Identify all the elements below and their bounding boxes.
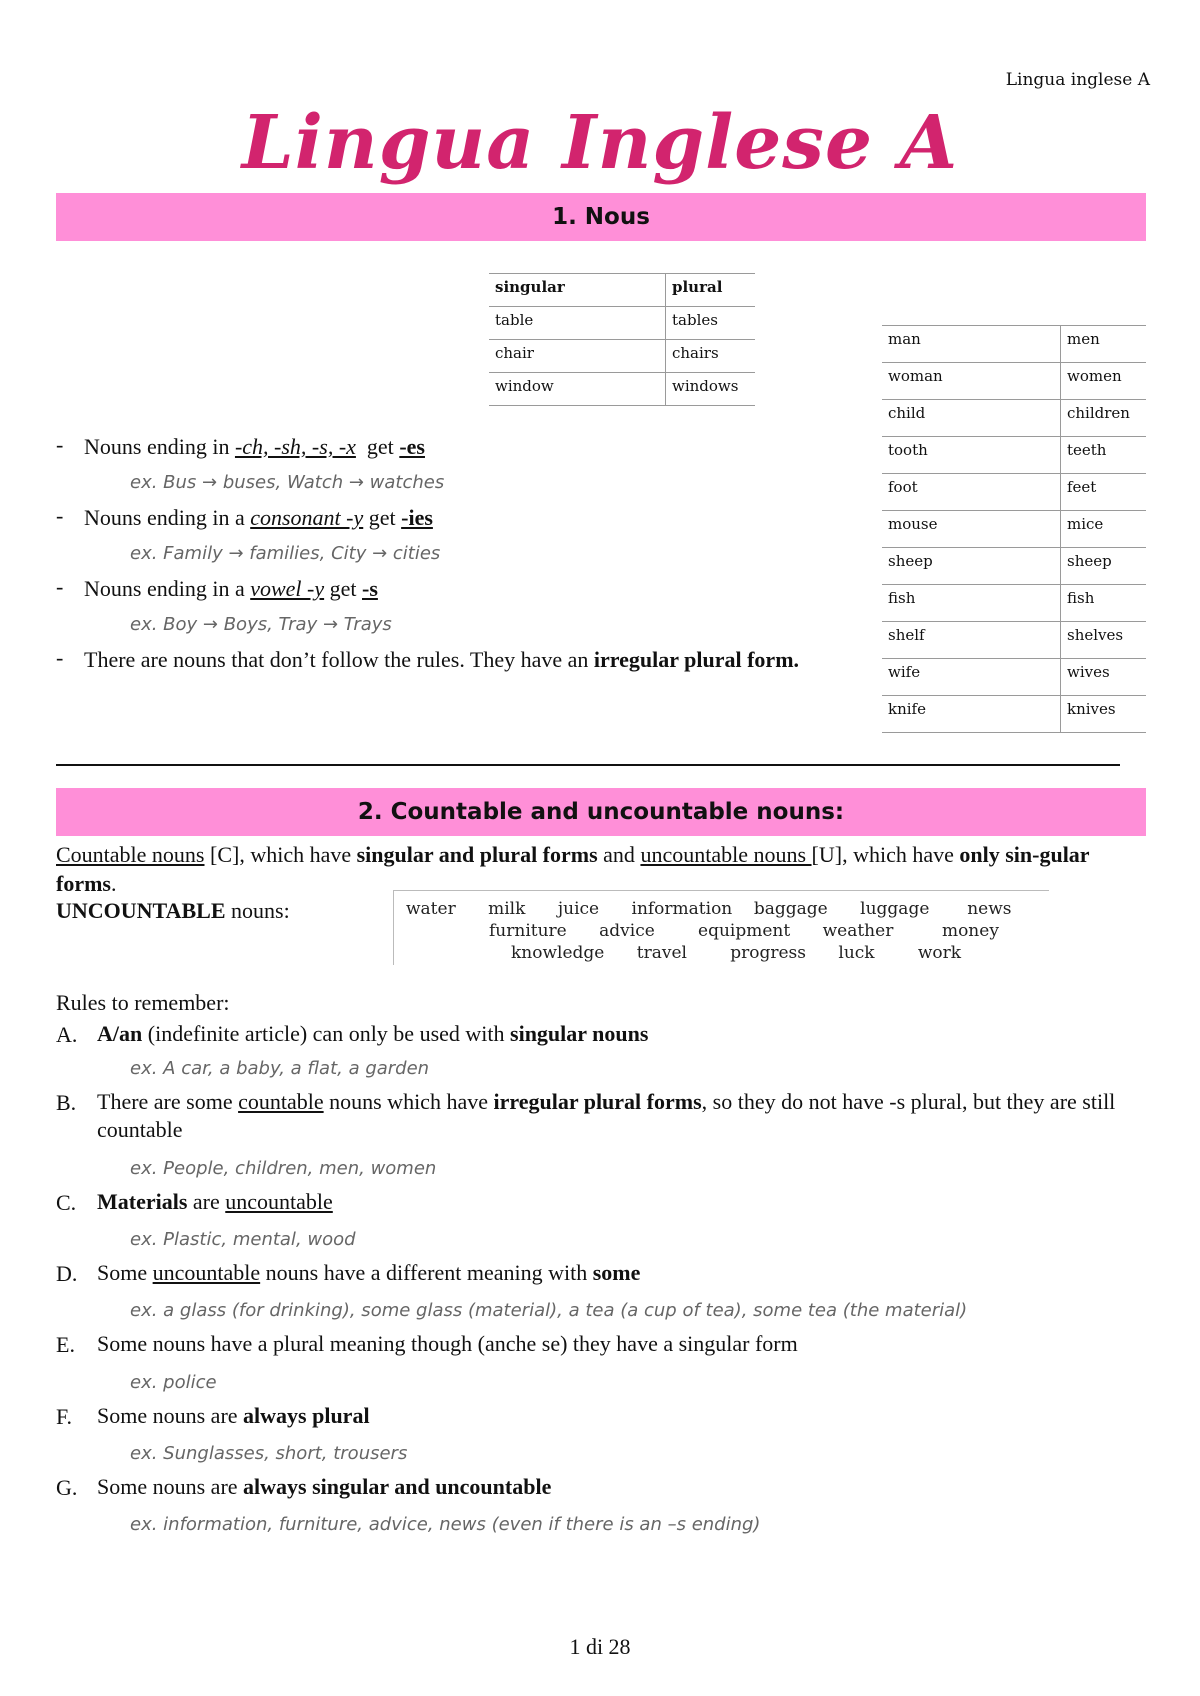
- table-row: [882, 437, 1146, 474]
- rule-letter: A.: [56, 1022, 78, 1047]
- example-text: ex. Boy → Boys, Tray → Trays: [130, 614, 392, 635]
- bullet-dash: -: [56, 645, 64, 670]
- example-text: ex. Plastic, mental, wood: [130, 1229, 356, 1250]
- table-cell: window: [489, 373, 666, 406]
- table-row: [489, 373, 755, 406]
- rule-text: Some nouns are always singular and uncountable: [97, 1474, 552, 1499]
- table-row: [882, 622, 1146, 659]
- example-text: ex. a glass (for drinking), some glass (material), a tea (a cup of tea), some tea (the material): [130, 1300, 968, 1321]
- table-cell: tooth: [882, 437, 1061, 474]
- word-row: knowledge travel progress luck work: [511, 943, 962, 963]
- rules-title: Rules to remember:: [56, 990, 230, 1015]
- table-row: [882, 363, 1146, 400]
- table-cell: mice: [1061, 511, 1147, 548]
- table-cell: woman: [882, 363, 1061, 400]
- rule-letter: F.: [56, 1404, 72, 1429]
- intro-paragraph: Countable nouns [C], which have singular and plural forms and uncountable nouns [U], which have only sin-gular forms.: [56, 842, 1090, 896]
- table-cell: foot: [882, 474, 1061, 511]
- rule-text: Some uncountable nouns have a different meaning with some: [97, 1260, 641, 1285]
- table-row: [882, 659, 1146, 696]
- table-cell: knife: [882, 696, 1061, 733]
- table-row: [489, 340, 755, 373]
- divider: [56, 764, 1120, 766]
- table-cell: table: [489, 307, 666, 340]
- uncountable-words-box: [393, 890, 1049, 965]
- table-cell: chair: [489, 340, 666, 373]
- table-cell: fish: [1061, 585, 1147, 622]
- table-cell: knives: [1061, 696, 1147, 733]
- table-cell: men: [1061, 326, 1147, 363]
- table-row: [882, 548, 1146, 585]
- table-cell: wife: [882, 659, 1061, 696]
- bullet-text: Nouns ending in -ch, -sh, -s, -x get -es: [84, 434, 425, 459]
- example-text: ex. People, children, men, women: [130, 1158, 437, 1179]
- table-cell: tables: [666, 307, 756, 340]
- table-row: [882, 400, 1146, 437]
- table-cell: sheep: [1061, 548, 1147, 585]
- page-title: Lingua Inglese A: [241, 100, 959, 186]
- table-row: [882, 511, 1146, 548]
- bullet-text: Nouns ending in a vowel -y get -s: [84, 576, 378, 601]
- table-cell: child: [882, 400, 1061, 437]
- table-cell: sheep: [882, 548, 1061, 585]
- section-1-heading: 1. Nous: [56, 193, 1146, 241]
- table-cell: women: [1061, 363, 1147, 400]
- rule-letter: C.: [56, 1190, 77, 1215]
- table-row: [882, 696, 1146, 733]
- table-cell: man: [882, 326, 1061, 363]
- example-text: ex. Family → families, City → cities: [130, 543, 441, 564]
- table-row: [882, 585, 1146, 622]
- table-cell: shelves: [1061, 622, 1147, 659]
- table-header-cell: singular: [489, 274, 666, 307]
- rule-text: Materials are uncountable: [97, 1189, 333, 1214]
- example-text: ex. Bus → buses, Watch → watches: [130, 472, 445, 493]
- bullet-text: Nouns ending in a consonant -y get -ies: [84, 505, 433, 530]
- word-row: water milk juice information baggage luggage news: [406, 899, 1012, 919]
- rule-text: Some nouns have a plural meaning though (anche se) they have a singular form: [97, 1331, 798, 1356]
- rule-letter: E.: [56, 1332, 75, 1357]
- rule-text: A/an (indefinite article) can only be used with singular nouns: [97, 1021, 649, 1046]
- table-cell: wives: [1061, 659, 1147, 696]
- bullet-dash: -: [56, 503, 64, 528]
- singular-plural-table: [489, 273, 755, 406]
- rule-letter: D.: [56, 1261, 78, 1286]
- bullet-dash: -: [56, 432, 64, 457]
- table-cell: fish: [882, 585, 1061, 622]
- running-header: Lingua inglese A: [1005, 70, 1150, 90]
- table-row: [882, 474, 1146, 511]
- page-number: 1 di 28: [569, 1634, 631, 1659]
- rule-text: There are some countable nouns which have irregular plural forms, so they do not have -s plural, but they are still countable: [97, 1089, 1116, 1142]
- word-row: furniture advice equipment weather money: [489, 921, 999, 941]
- example-text: ex. A car, a baby, a flat, a garden: [130, 1058, 430, 1079]
- table-cell: children: [1061, 400, 1147, 437]
- bullet-dash: -: [56, 574, 64, 599]
- table-row: [489, 307, 755, 340]
- table-cell: shelf: [882, 622, 1061, 659]
- section-2-heading: 2. Countable and uncountable nouns:: [56, 788, 1146, 836]
- rule-letter: B.: [56, 1090, 77, 1115]
- irregular-plural-table: [882, 325, 1146, 733]
- table-cell: teeth: [1061, 437, 1147, 474]
- table-header-row: [489, 274, 755, 307]
- table-cell: feet: [1061, 474, 1147, 511]
- table-cell: mouse: [882, 511, 1061, 548]
- example-text: ex. information, furniture, advice, news (even if there is an –s ending): [130, 1514, 761, 1535]
- example-text: ex. Sunglasses, short, trousers: [130, 1443, 408, 1464]
- table-header-cell: plural: [666, 274, 756, 307]
- uncountable-label: UNCOUNTABLE nouns:: [56, 898, 290, 923]
- table-cell: windows: [666, 373, 756, 406]
- table-cell: chairs: [666, 340, 756, 373]
- bullet-text: There are nouns that don’t follow the rules. They have an irregular plural form.: [84, 647, 800, 672]
- rule-text: Some nouns are always plural: [97, 1403, 370, 1428]
- table-row: [882, 326, 1146, 363]
- example-text: ex. police: [130, 1372, 217, 1393]
- rule-letter: G.: [56, 1475, 78, 1500]
